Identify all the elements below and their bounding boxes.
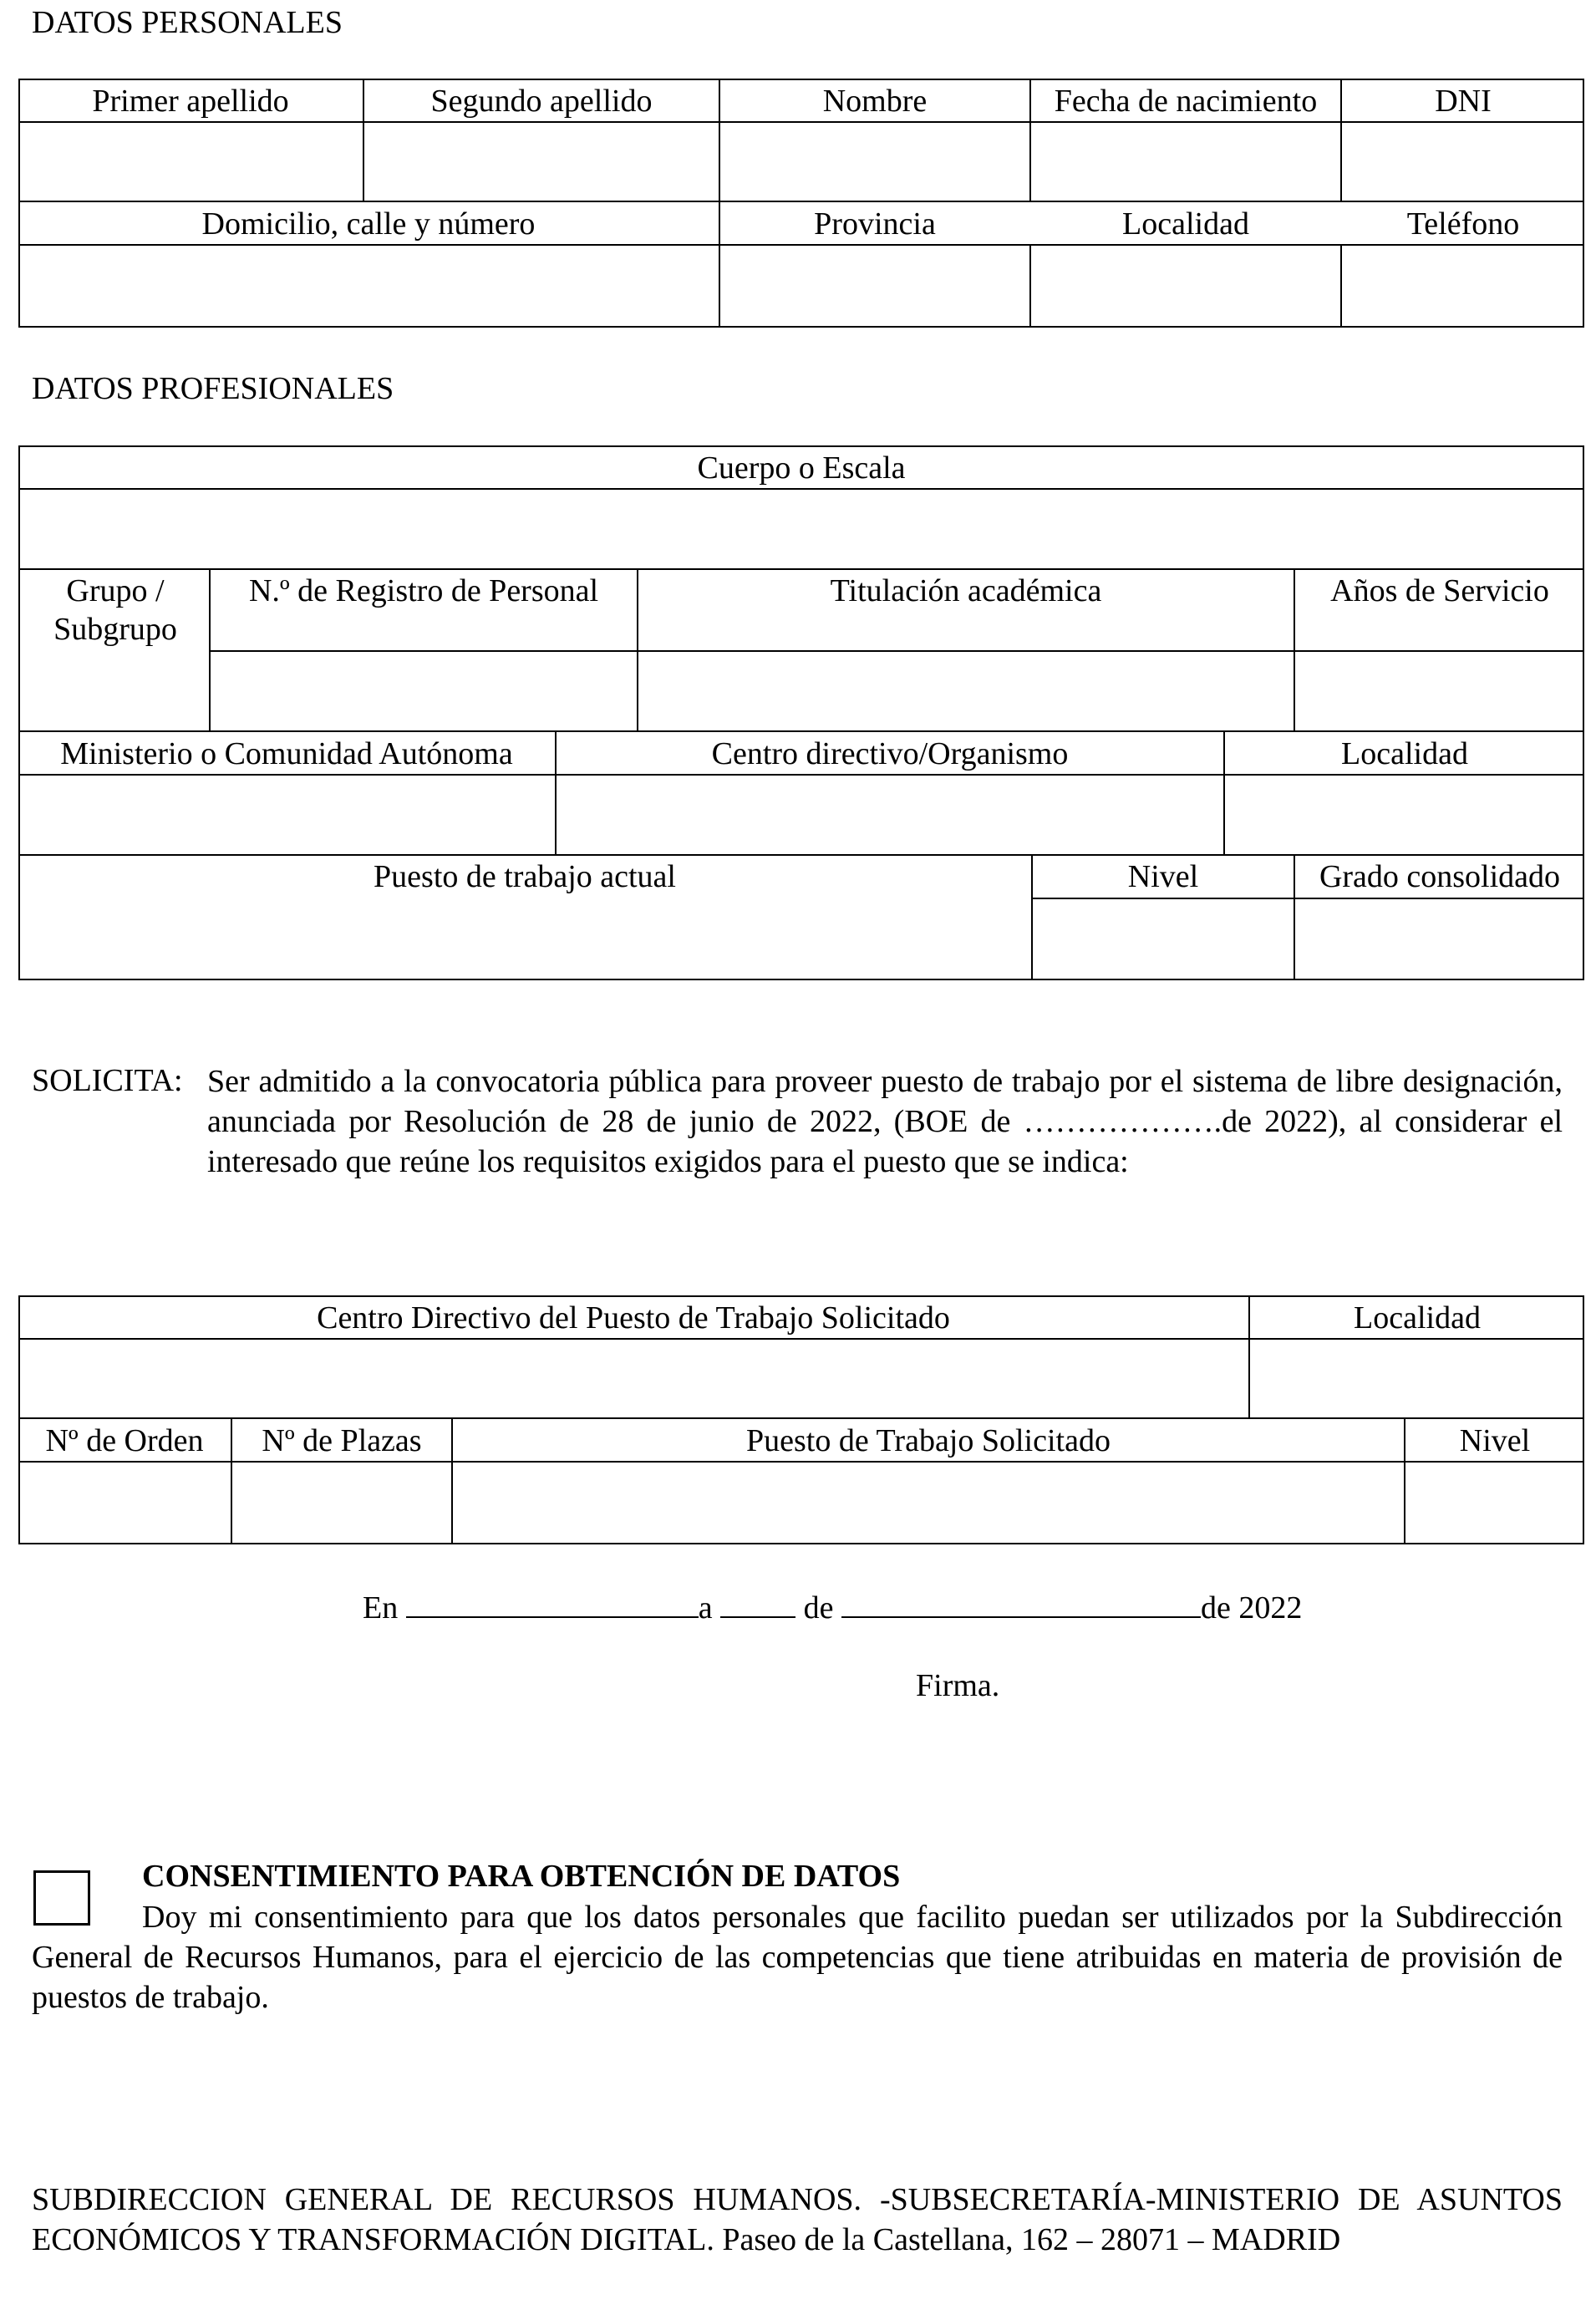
consent-title: CONSENTIMIENTO PARA OBTENCIÓN DE DATOS xyxy=(142,1859,901,1894)
date-day-field[interactable] xyxy=(720,1586,795,1618)
col-ministerio: Ministerio o Comunidad Autónoma xyxy=(60,736,513,771)
col-localidad: Localidad xyxy=(1122,206,1249,242)
col-nombre: Nombre xyxy=(822,84,928,119)
solicita-label: SOLICITA: xyxy=(32,1063,183,1098)
section-heading-personal: DATOS PERSONALES xyxy=(32,5,343,40)
col-dni: DNI xyxy=(1435,84,1492,119)
date-en-label: En xyxy=(363,1590,399,1626)
footer-address: SUBDIRECCION GENERAL DE RECURSOS HUMANOS. -SUBSECRETARÍA-MINISTERIO DE ASUNTOS ECONÓMICOS Y TRANSFORMACIÓN DIGITAL. Paseo de la Castellana, 162 – 28071 – MADRID xyxy=(32,2182,1563,2257)
firma-label: Firma. xyxy=(916,1668,1000,1703)
col-anos-servicio: Años de Servicio xyxy=(1330,573,1549,608)
solicita-block xyxy=(32,1061,1563,1182)
col-num-plazas: Nº de Plazas xyxy=(262,1423,422,1458)
col-telefono: Teléfono xyxy=(1406,206,1520,242)
col-puesto-solicitado: Puesto de Trabajo Solicitado xyxy=(746,1423,1111,1458)
col-num-orden: Nº de Orden xyxy=(45,1423,204,1458)
col-provincia: Provincia xyxy=(814,206,936,242)
col-centro-directivo-solicitado: Centro Directivo del Puesto de Trabajo Solicitado xyxy=(317,1300,950,1336)
col-registro-personal: N.º de Registro de Personal xyxy=(248,573,599,608)
col-titulacion: Titulación académica xyxy=(830,573,1102,608)
col-centro-directivo: Centro directivo/Organismo xyxy=(711,736,1069,771)
col-localidad-solicitado: Localidad xyxy=(1354,1300,1481,1336)
date-line xyxy=(363,1586,1302,1629)
col-puesto-actual: Puesto de trabajo actual xyxy=(374,859,676,894)
date-month-field[interactable] xyxy=(841,1586,1201,1618)
col-cuerpo-escala: Cuerpo o Escala xyxy=(697,450,906,486)
date-place-field[interactable] xyxy=(406,1586,699,1618)
date-a-label: a xyxy=(698,1590,713,1626)
consent-text: Doy mi consentimiento para que los datos personales que facilito puedan ser utilizados por la Subdirección General de Recursos Humanos, para el ejercicio de las competencias que tiene atribuidas en materia de provisión de puestos de trabajo. xyxy=(32,1900,1563,2015)
col-localidad-prof: Localidad xyxy=(1341,736,1468,771)
col-domicilio: Domicilio, calle y número xyxy=(201,206,536,242)
col-fecha-nacimiento: Fecha de nacimiento xyxy=(1054,84,1318,119)
col-segundo-apellido: Segundo apellido xyxy=(430,84,653,119)
col-grado-consolidado: Grado consolidado xyxy=(1319,859,1561,894)
col-primer-apellido: Primer apellido xyxy=(92,84,289,119)
date-year-label: de 2022 xyxy=(1200,1590,1303,1626)
date-de-label: de xyxy=(803,1590,834,1626)
col-nivel-solicitado: Nivel xyxy=(1459,1423,1531,1458)
section-heading-professional: DATOS PROFESIONALES xyxy=(32,371,394,406)
solicita-text: Ser admitido a la convocatoria pública para proveer puesto de trabajo por el sistema de libre designación, anunciada por Resolución de 28 de junio de 2022, (BOE de ……………….de 2022), al considerar el interesado que reúne los requisitos exigidos para el puesto que se indica: xyxy=(207,1064,1563,1179)
col-nivel: Nivel xyxy=(1127,859,1199,894)
col-grupo-subgrupo: Grupo / Subgrupo xyxy=(53,573,177,647)
